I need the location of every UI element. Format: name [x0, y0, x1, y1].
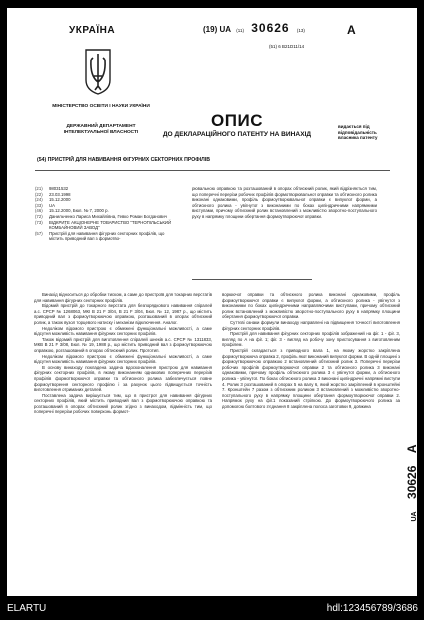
paragraph: Також відомий пристрій для виготовлення спіралей шнеків а.с. СРСР № 1311833, МКВ В 21 F 3/08, Бюл. № 19, 1988 р., що містить приводний вал з формоутворюючою оправкою, розташований в опорах обтискний ролик. Прототип. [34, 336, 212, 353]
biblio-code: (46) [35, 208, 43, 214]
description-right-column [222, 292, 400, 409]
description-left-column [34, 292, 212, 415]
paragraph: Недоліком відомого пристрою є обмежені функціональні можливості, а саме відсутня можливість навивання фігурних секторних профілів. [34, 325, 212, 337]
biblio-code: (22) [35, 191, 43, 197]
patent-kind: A [347, 23, 356, 37]
biblio-code: (57) [35, 230, 43, 236]
coat-of-arms-icon [83, 48, 113, 96]
invention-title: (54) ПРИСТРІЙ ДЛЯ НАВИВАННЯ ФІГУРНИХ СЕКТОРНИХ ПРОФІЛІВ [37, 157, 210, 163]
ministry-name: МІНІСТЕРСТВО ОСВІТИ І НАУКИ УКРАЇНИ [52, 104, 150, 109]
biblio-code: (21) [35, 186, 43, 191]
paragraph: Недоліком відомого пристрою є обмежені функціональні можливості, а саме відсутня можливість навивання фігурних секторних профілів. [34, 353, 212, 365]
biblio-value: ВІДКРИТЕ АКЦІОНЕРНЕ ТОВАРИСТВО "ТЕРНОПІЛЬСЬКИЙ КОМБАЙНОВИЙ ЗАВОД" [49, 219, 172, 231]
paragraph: Поставлена задача вирішується тим, що в пристрої для навивання фігурних секторних профілів, який містить приводний вал з формотворюючою оправкою та розташований в опорах обтискний ролик згідно з винаходом, відмінність тим, що поперечні перерізи робочих поверхонь формот- [34, 392, 212, 415]
biblio-code: (33) [35, 202, 43, 208]
divider [35, 170, 390, 171]
biblio-value: 23.03.1998 [49, 191, 71, 197]
paragraph: В основу винаходу покладена задача вдосконалення пристрою для навивання фігурних секторних профілів, в якому виконанням однакових поперечних перерізів профілів формотворюючої оправки та обтискного ролика забезпечується повне формоутворення секторного профілю і за рахунок цього підвищується точність виготовлення отриманих деталей. [34, 364, 212, 393]
stamp-kind: A [405, 444, 419, 454]
biblio-row [35, 231, 180, 242]
paragraph: ворюючої оправки та обтискного ролика виконані однаковими, профіль формоутворюючої оправки є випуклої форми, а обтискного ролика - увігнутої з виконаними по боках циліндричними направляючими виступами, причому обтискний ролик встановлений з можливістю зворотно-поступального руху в напрямку площини обертання формоутворюючої оправки. [222, 292, 400, 320]
patent-number: 30626 [251, 21, 290, 35]
divider [192, 279, 312, 280]
paragraph: Винахід відноситься до обробки тиском, а саме до пристроїв для токарних верстатів для навивання фігурних секторних профілів. [34, 292, 212, 303]
biblio-value: 15.12.2000 [49, 197, 71, 203]
biblio-code: (72) [35, 213, 43, 219]
biblio-row [35, 220, 180, 231]
document-subtitle: ДО ДЕКЛАРАЦІЙНОГО ПАТЕНТУ НА ВИНАХІД [162, 131, 312, 138]
biblio-value: 98031532 [49, 186, 69, 191]
department-name: ДЕРЖАВНИЙ ДЕПАРТАМЕНТ ІНТЕЛЕКТУАЛЬНОЇ ВЛАСНОСТІ [63, 124, 139, 135]
document-title: ОПИС [211, 111, 263, 130]
code-19: (19) UA [203, 25, 232, 34]
biblio-code: (73) [35, 219, 43, 225]
responsibility-note: видається під відповідальність власника патенту [338, 124, 378, 141]
biblio-value: Пристрій для навивання фігурних секторних профілів, що містить приводний вал з формотво- [49, 230, 165, 242]
patent-number-line [203, 21, 305, 35]
code-11: (11) [236, 28, 244, 33]
paragraph: Суттєві ознаки формули винаходу направлені на підвищення точності виготовлення фігурних секторних профілів. [222, 319, 400, 331]
stamp-number: 30626 [405, 465, 419, 499]
document-page [7, 8, 417, 596]
vertical-patent-stamp [402, 433, 422, 533]
biblio-code: (24) [35, 197, 43, 203]
abstract-continuation: рювальною оправкою та розташований в опорах обтискний ролик, який відрізняється тим, що поперечні перерізи робочих профілів формотворювальної оправки та обтискного ролика виконані однаковими, профіль формоутворювальної оправки є випуклої форми, а обтискного ролика - увігнутої з виконаними по боках циліндричними напрямними виступами, причому обтискний ролик встановлений з можливістю зворотно-поступального руху в напрямку площини обертання формоутворюючої оправки. [192, 186, 377, 219]
footer-handle: hdl:123456789/3686 [326, 603, 418, 614]
biblio-value: 15.12.2000, Бюл. № 7, 2000 р. [49, 208, 109, 214]
bibliographic-data [35, 186, 180, 242]
ipc-classification: (51) 6 B21D11/14 [269, 44, 305, 49]
footer-source: ELARTU [7, 603, 47, 614]
stamp-prefix: UA [411, 511, 418, 522]
code-13: (13) [296, 28, 305, 33]
biblio-value: UA [49, 202, 55, 208]
biblio-value: Данильченко Лариса Михайлівна, Гевко Роман Богданович [49, 213, 167, 219]
country-name: УКРАЇНА [69, 25, 116, 36]
paragraph: Пристрій складається з приводного вала 1, на якому жорстко закріплена формоутворююча оправка 2, профіль якої виконаний випуклої форми. В одній площині з формоутворюючою оправкою 2 встановлений обтискний ролик 3. Поперечні перерізи робочих профілів формоутворюючої оправки 2 та обтискного ролика 3 виконані однаковими, причому профіль обтискного ролика 3 є увігнутої форми, а обтискного ролика - увігнутої. По боках обтискного ролика 3 виконані циліндричні напрямні виступи 4. Ролик 3 розташований в опорах 5 на валу 6, який жорстко закріплений в кронштейні 7. Кронштейн 7 разом з обтискним роликом 3 встановлений з можливістю зворотно-поступального руху в напрямку площини обертання формоутворюючої оправки 2. Напрямок руху на фіг.1 показаний стрілкою. До формоутворюючого ролика за допомогою болтового з'єднання 8 закріплена полоса заготовки 9, довжина [222, 347, 400, 409]
paragraph: Пристрій для навивання фігурних секторних профілів зображений на фіг. 1 - фіг. 3, вигляд по А на фіг. 1; фіг. 3 - вигляд на робочу зону пристосування з виготовленим профілем. [222, 331, 400, 348]
paragraph: Відомий пристрій до токарного верстата для безпорядкового навивання спіралей а.с. СРСР № 1268063, МКІ В 21 F 3/04, В 21 F 3/04, Бюл. № 12, 1987 р., що містить приводний вал з формоутворюючою оправкою, розташований в опорах обтискний ролик, а також вузол торцевого натиску і механізм відключення. Аналог. [34, 303, 212, 325]
